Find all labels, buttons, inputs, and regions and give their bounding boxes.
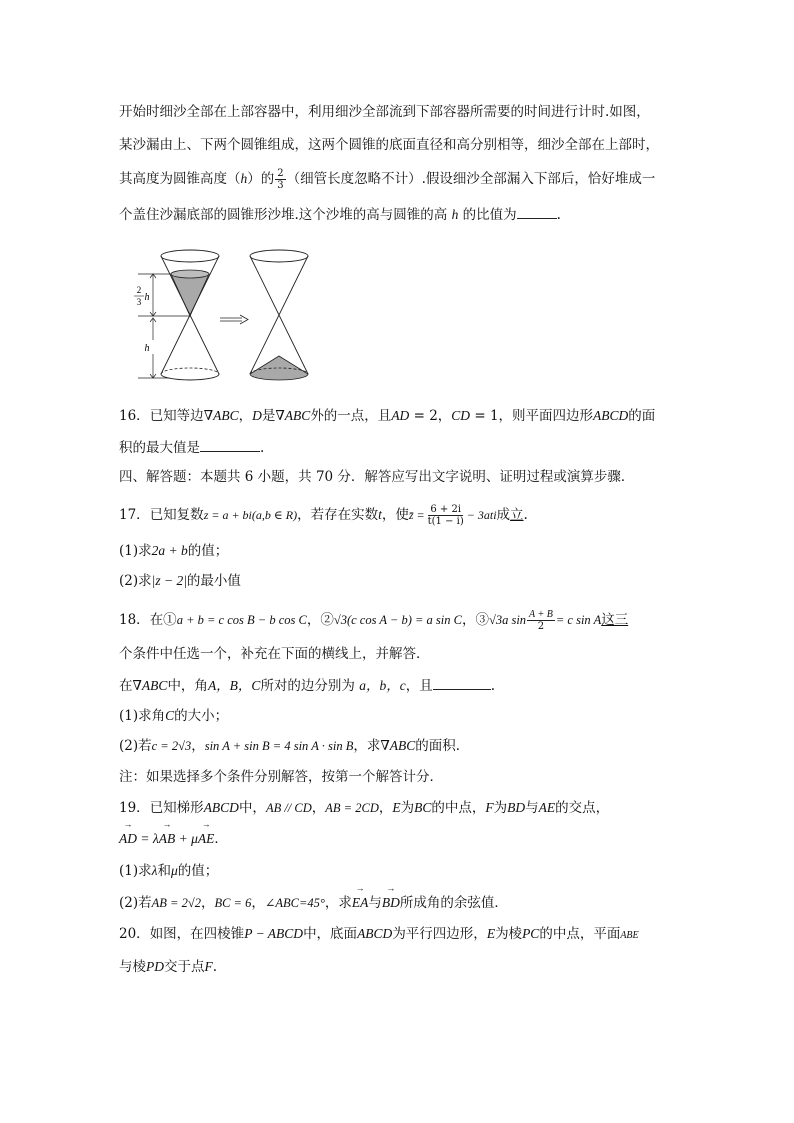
problem-17-q2: (2)求|z − 2|的最小值 (119, 573, 241, 589)
answer-blank (433, 676, 491, 690)
problem-18-q2: (2)若c = 2√3，sin A + sin B = 4 sin A · sin B，求∇ABC的面积． (119, 738, 470, 754)
problem-17-line1: 17．已知复数z = a + bi(a,b ∈ R)，若存在实数t，使z̄ = $\frac{6 + 2i}{t(1 - i)}$ − 3ati成立. (119, 504, 528, 527)
p15-line2: 某沙漏由上、下两个圆锥组成，这两个圆锥的底面直径和高分别相等，细沙全部在上部时， (119, 137, 659, 153)
p18-fraction: $\frac{A + B}{2}$ (529, 609, 553, 632)
problem-16-line1: 16．已知等边∇ABC，D是∇ABC外的一点，且AD = 2，CD = 1，则平面四边形ABCD的面 (119, 408, 656, 424)
dim-h-upper: h (144, 292, 150, 303)
dim-frac-den: 3 (136, 297, 142, 307)
problem-18-note: 注：如果选择多个条件分别解答，按第一个解答计分． (119, 769, 443, 785)
problem-16-line2: 积的最大值是 . (119, 440, 265, 456)
problem-18-line3: 在∇ABC中，角A，B，C所对的边分别为 a，b，c，且 . (119, 678, 496, 694)
two-thirds-fraction: $\frac{2}{3}$ (277, 168, 284, 191)
problem-19-line1: 19．已知梯形ABCD中，AB // CD，AB = 2CD，E为BC的中点，F为BD与AE的交点， (119, 800, 610, 816)
hourglass-right (250, 250, 308, 380)
transition-arrow-icon (220, 315, 248, 324)
p15-line4: 个盖住沙漏底部的圆锥形沙堆.这个沙堆的高与圆锥的高 h 的比值为 . (119, 207, 561, 223)
hourglass-left (161, 250, 219, 380)
p17-fraction: $\frac{6 + 2i}{t(1 - i)}$ (427, 504, 464, 527)
hourglass-figure (124, 246, 314, 388)
problem-19-q1: (1)求λ和μ的值； (119, 863, 219, 879)
problem-18-q1: (1)求角C的大小； (119, 708, 229, 724)
p15-line1: 开始时细沙全部在上部容器中，利用细沙全部流到下部容器所需要的时间进行计时.如图， (119, 104, 650, 120)
answer-blank (200, 438, 260, 452)
problem-18-line1: 18．在①a + b = c cos B − b cos C，②√3(c cos A − b) = a sin C，③√3a sin $\frac{A + B}{2}$ = c sin A这三 (119, 609, 629, 632)
problem-19-q2: (2)若AB = 2√2，BC = 6，∠ABC=45°，求→ EA与→ BD所成角的余弦值． (119, 894, 508, 912)
section-heading: 四、解答题：本题共 6 小题，共 70 分．解答应写出文字说明、证明过程或演算步骤． (119, 469, 635, 485)
dim-frac-num: 2 (136, 285, 142, 295)
dim-h-lower: h (144, 343, 150, 354)
problem-17-q1: (1)求2a + b的值； (119, 543, 229, 559)
sand-upper (171, 274, 209, 316)
problem-20-line2: 与棱PD交于点F. (119, 959, 218, 975)
problem-18-line2: 个条件中任选一个，补充在下面的横线上，并解答． (119, 646, 430, 662)
problem-19-vector-eq: → AD = λ→ AB + μ→ AE． (119, 830, 228, 848)
p15-line3: 其高度为圆锥高度（h）的 $\frac{2}{3}$ （细管长度忽略不计）.假设细沙全部漏入下部后，恰好堆成一 (119, 168, 656, 191)
problem-20-line1: 20．如图，在四棱锥P − ABCD中，底面ABCD为平行四边形，E为棱PC的中点，平面ABE (119, 926, 639, 942)
answer-blank (517, 205, 557, 219)
